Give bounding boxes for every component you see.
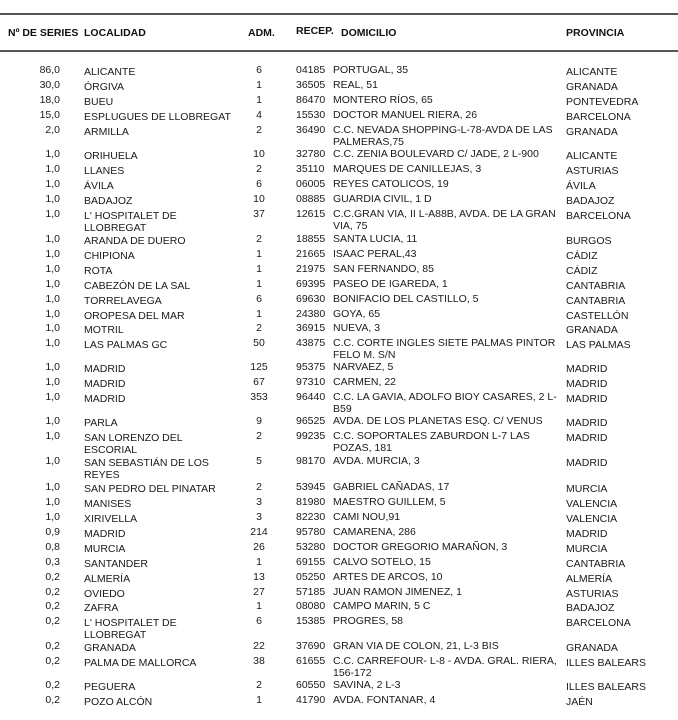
domicilio-cell: C.C. CARREFOUR- L-8 - AVDA. GRAL. RIERA, 156-172: [333, 655, 557, 679]
adm-cell: 2: [256, 163, 262, 175]
recep-cell: 37690: [296, 640, 326, 652]
series-cell: 0,8: [45, 541, 60, 553]
provincia-cell: VALENCIA: [566, 513, 618, 525]
provincia-cell: PONTEVEDRA: [566, 96, 639, 108]
localidad-cell: ÓRGIVA: [84, 81, 125, 93]
localidad-cell: CABEZÓN DE LA SAL: [84, 280, 191, 292]
localidad-cell: BUEU: [84, 96, 114, 108]
domicilio-cell: MONTERO RÍOS, 65: [333, 94, 433, 106]
adm-cell: 4: [256, 109, 262, 121]
adm-cell: 1: [256, 248, 262, 260]
provincia-cell: GRANADA: [566, 81, 618, 93]
recep-cell: 24380: [296, 308, 326, 320]
recep-cell: 18855: [296, 233, 326, 245]
domicilio-cell: NARVAEZ, 5: [333, 361, 394, 373]
recep-cell: 06005: [296, 178, 326, 190]
provincia-cell: MURCIA: [566, 483, 608, 495]
adm-cell: 1: [256, 94, 262, 106]
header-domicilio: DOMICILIO: [341, 27, 397, 39]
localidad-cell: ESPLUGUES DE LLOBREGAT: [84, 111, 231, 123]
localidad-cell: L' HOSPITALET DE LLOBREGAT: [84, 210, 177, 234]
header-series: Nº DE SERIES: [8, 27, 79, 39]
localidad-cell: CHIPIONA: [84, 250, 135, 262]
domicilio-cell: NUEVA, 3: [333, 322, 381, 334]
provincia-cell: ALICANTE: [566, 150, 618, 162]
provincia-cell: BARCELONA: [566, 210, 631, 222]
adm-cell: 1: [256, 600, 262, 612]
recep-cell: 04185: [296, 64, 326, 76]
adm-cell: 1: [256, 263, 262, 275]
series-cell: 1,0: [45, 511, 60, 523]
recep-cell: 69395: [296, 278, 326, 290]
localidad-cell: PEGUERA: [84, 681, 136, 693]
recep-cell: 05250: [296, 571, 326, 583]
domicilio-cell: REYES CATOLICOS, 19: [333, 178, 449, 190]
provincia-cell: GRANADA: [566, 324, 618, 336]
domicilio-cell: C.C. SOPORTALES ZABURDON L-7 LAS POZAS, 181: [333, 430, 530, 454]
localidad-cell: OROPESA DEL MAR: [84, 310, 185, 322]
domicilio-cell: PORTUGAL, 35: [333, 64, 409, 76]
provincia-cell: ILLES BALEARS: [566, 657, 646, 669]
localidad-cell: MANISES: [84, 498, 132, 510]
provincia-cell: CANTABRIA: [566, 558, 626, 570]
domicilio-cell: REAL, 51: [333, 79, 378, 91]
provincia-cell: JAÉN: [566, 696, 593, 708]
recep-cell: 81980: [296, 496, 326, 508]
provincia-cell: CÁDIZ: [566, 250, 598, 262]
localidad-cell: XIRIVELLA: [84, 513, 138, 525]
adm-cell: 1: [256, 694, 262, 706]
header-localidad: LOCALIDAD: [84, 27, 146, 39]
localidad-cell: L' HOSPITALET DE LLOBREGAT: [84, 617, 177, 641]
recep-cell: 08080: [296, 600, 326, 612]
domicilio-cell: DOCTOR GREGORIO MARAÑON, 3: [333, 541, 508, 553]
domicilio-cell: SAN FERNANDO, 85: [333, 263, 434, 275]
localidad-cell: PARLA: [84, 417, 118, 429]
provincia-cell: BADAJOZ: [566, 195, 615, 207]
recep-cell: 96440: [296, 391, 326, 403]
localidad-cell: POZO ALCÓN: [84, 696, 153, 708]
series-cell: 0,2: [45, 640, 60, 652]
adm-cell: 2: [256, 679, 262, 691]
provincia-cell: ALICANTE: [566, 66, 618, 78]
provincia-cell: BURGOS: [566, 235, 612, 247]
adm-cell: 6: [256, 64, 262, 76]
recep-cell: 69630: [296, 293, 326, 305]
provincia-cell: LAS PALMAS: [566, 339, 631, 351]
domicilio-cell: SAVINA, 2 L-3: [333, 679, 401, 691]
series-cell: 1,0: [45, 263, 60, 275]
adm-cell: 1: [256, 278, 262, 290]
recep-cell: 15385: [296, 615, 326, 627]
adm-cell: 38: [253, 655, 265, 667]
domicilio-cell: PASEO DE IGAREDA, 1: [333, 278, 448, 290]
localidad-cell: SAN SEBASTIÁN DE LOS REYES: [84, 457, 209, 481]
recep-cell: 36490: [296, 124, 326, 136]
series-cell: 1,0: [45, 361, 60, 373]
series-cell: 0,2: [45, 600, 60, 612]
provincia-cell: CÁDIZ: [566, 265, 598, 277]
adm-cell: 67: [253, 376, 265, 388]
domicilio-cell: C.C.GRAN VIA, II L-A88B, AVDA. DE LA GRAN VIA, 75: [333, 208, 556, 232]
adm-cell: 1: [256, 308, 262, 320]
recep-cell: 32780: [296, 148, 326, 160]
domicilio-cell: C.C. CORTE INGLES SIETE PALMAS PINTOR FELO M. S/N: [333, 337, 556, 361]
domicilio-cell: C.C. NEVADA SHOPPING-L-78-AVDA DE LAS PALMERAS,75: [333, 124, 553, 148]
series-cell: 1,0: [45, 415, 60, 427]
localidad-cell: GRANADA: [84, 642, 136, 654]
recep-cell: 86470: [296, 94, 326, 106]
provincia-cell: BARCELONA: [566, 617, 631, 629]
series-cell: 1,0: [45, 278, 60, 290]
domicilio-cell: AVDA. FONTANAR, 4: [333, 694, 436, 706]
header-recep: RECEP.: [296, 25, 334, 37]
series-cell: 2,0: [45, 124, 60, 136]
series-cell: 0,9: [45, 526, 60, 538]
recep-cell: 12615: [296, 208, 326, 220]
localidad-cell: ÁVILA: [84, 180, 114, 192]
localidad-cell: ARANDA DE DUERO: [84, 235, 186, 247]
recep-cell: 35110: [296, 163, 325, 175]
recep-cell: 82230: [296, 511, 326, 523]
recep-cell: 36505: [296, 79, 326, 91]
adm-cell: 2: [256, 322, 262, 334]
adm-cell: 2: [256, 481, 262, 493]
recep-cell: 41790: [296, 694, 326, 706]
localidad-cell: ROTA: [84, 265, 113, 277]
series-cell: 1,0: [45, 391, 60, 403]
adm-cell: 1: [256, 79, 262, 91]
adm-cell: 50: [253, 337, 265, 349]
recep-cell: 36915: [296, 322, 326, 334]
localidad-cell: LAS PALMAS GC: [84, 339, 168, 351]
localidad-cell: MADRID: [84, 393, 126, 405]
provincia-cell: ASTURIAS: [566, 165, 619, 177]
adm-cell: 27: [253, 586, 265, 598]
localidad-cell: ZAFRA: [84, 602, 119, 614]
localidad-cell: ARMILLA: [84, 126, 129, 138]
series-cell: 1,0: [45, 233, 60, 245]
recep-cell: 53945: [296, 481, 326, 493]
adm-cell: 10: [253, 193, 265, 205]
localidad-cell: SANTANDER: [84, 558, 148, 570]
domicilio-cell: CAMI NOU,91: [333, 511, 401, 523]
provincia-cell: CANTABRIA: [566, 295, 626, 307]
localidad-cell: ALMERÍA: [84, 573, 131, 585]
provincia-cell: MADRID: [566, 432, 608, 444]
domicilio-cell: MAESTRO GUILLEM, 5: [333, 496, 446, 508]
domicilio-cell: GUARDIA CIVIL, 1 D: [333, 193, 432, 205]
localidad-cell: LLANES: [84, 165, 125, 177]
provincia-cell: BADAJOZ: [566, 602, 615, 614]
series-cell: 0,2: [45, 655, 60, 667]
localidad-cell: ALICANTE: [84, 66, 136, 78]
domicilio-cell: SANTA LUCIA, 11: [333, 233, 418, 245]
recep-cell: 21975: [296, 263, 326, 275]
localidad-cell: MOTRIL: [84, 324, 124, 336]
domicilio-cell: BONIFACIO DEL CASTILLO, 5: [333, 293, 479, 305]
series-cell: 0,2: [45, 615, 60, 627]
series-cell: 1,0: [45, 148, 60, 160]
adm-cell: 37: [253, 208, 265, 220]
recep-cell: 99235: [296, 430, 326, 442]
series-cell: 1,0: [45, 376, 60, 388]
adm-cell: 1: [256, 556, 262, 568]
localidad-cell: ORIHUELA: [84, 150, 138, 162]
provincia-cell: CASTELLÓN: [566, 310, 629, 322]
recep-cell: 95780: [296, 526, 326, 538]
series-cell: 1,0: [45, 208, 60, 220]
recep-cell: 53280: [296, 541, 326, 553]
series-cell: 1,0: [45, 308, 60, 320]
domicilio-cell: AVDA. DE LOS PLANETAS ESQ. C/ VENUS: [333, 415, 543, 427]
adm-cell: 3: [256, 496, 262, 508]
localidad-cell: TORRELAVEGA: [84, 295, 162, 307]
adm-cell: 353: [250, 391, 268, 403]
domicilio-cell: ISAAC PERAL,43: [333, 248, 417, 260]
localidad-cell: MURCIA: [84, 543, 126, 555]
series-cell: 30,0: [39, 79, 60, 91]
provincia-cell: MADRID: [566, 393, 608, 405]
domicilio-cell: C.C. ZENIA BOULEVARD C/ JADE, 2 L-900: [333, 148, 539, 160]
domicilio-cell: CARMEN, 22: [333, 376, 397, 388]
localidad-cell: PALMA DE MALLORCA: [84, 657, 197, 669]
domicilio-cell: CAMARENA, 286: [333, 526, 416, 538]
provincia-cell: VALENCIA: [566, 498, 618, 510]
localidad-cell: SAN PEDRO DEL PINATAR: [84, 483, 216, 495]
localidad-cell: MADRID: [84, 363, 126, 375]
adm-cell: 125: [250, 361, 268, 373]
localidad-cell: BADAJOZ: [84, 195, 133, 207]
provincia-cell: ÁVILA: [566, 180, 596, 192]
domicilio-cell: PROGRES, 58: [333, 615, 404, 627]
header-adm: ADM.: [248, 27, 275, 39]
series-cell: 1,0: [45, 178, 60, 190]
domicilio-cell: GOYA, 65: [333, 308, 381, 320]
provincia-cell: ILLES BALEARS: [566, 681, 646, 693]
localidad-cell: SAN LORENZO DEL ESCORIAL: [84, 432, 183, 456]
provincia-cell: MADRID: [566, 457, 608, 469]
provincia-cell: MADRID: [566, 378, 608, 390]
domicilio-cell: JUAN RAMON JIMENEZ, 1: [333, 586, 462, 598]
domicilio-cell: CAMPO MARIN, 5 C: [333, 600, 431, 612]
series-cell: 1,0: [45, 481, 60, 493]
adm-cell: 13: [253, 571, 265, 583]
series-cell: 1,0: [45, 430, 60, 442]
provincia-cell: ALMERÍA: [566, 573, 613, 585]
provincia-cell: GRANADA: [566, 642, 618, 654]
recep-cell: 57185: [296, 586, 326, 598]
adm-cell: 6: [256, 178, 262, 190]
series-cell: 18,0: [39, 94, 60, 106]
adm-cell: 3: [256, 511, 262, 523]
series-cell: 1,0: [45, 496, 60, 508]
header-bottom-rule: [0, 50, 678, 52]
adm-cell: 214: [250, 526, 268, 538]
provincia-cell: MADRID: [566, 363, 608, 375]
series-cell: 0,2: [45, 586, 60, 598]
series-cell: 1,0: [45, 193, 60, 205]
localidad-cell: MADRID: [84, 528, 126, 540]
recep-cell: 15530: [296, 109, 326, 121]
recep-cell: 95375: [296, 361, 326, 373]
recep-cell: 98170: [296, 455, 326, 467]
provincia-cell: MADRID: [566, 417, 608, 429]
series-cell: 1,0: [45, 322, 60, 334]
provincia-cell: GRANADA: [566, 126, 618, 138]
recep-cell: 60550: [296, 679, 326, 691]
series-cell: 0,2: [45, 694, 60, 706]
adm-cell: 9: [256, 415, 262, 427]
domicilio-cell: MARQUES DE CANILLEJAS, 3: [333, 163, 482, 175]
domicilio-cell: C.C. LA GAVIA, ADOLFO BIOY CASARES, 2 L-B59: [333, 391, 557, 415]
adm-cell: 2: [256, 124, 262, 136]
recep-cell: 08885: [296, 193, 326, 205]
localidad-cell: MADRID: [84, 378, 126, 390]
provincia-cell: ASTURIAS: [566, 588, 619, 600]
provincia-cell: MURCIA: [566, 543, 608, 555]
adm-cell: 2: [256, 233, 262, 245]
adm-cell: 22: [253, 640, 265, 652]
header-provincia: PROVINCIA: [566, 27, 625, 39]
domicilio-cell: AVDA. MURCIA, 3: [333, 455, 420, 467]
recep-cell: 21665: [296, 248, 326, 260]
series-cell: 1,0: [45, 293, 60, 305]
series-cell: 0,2: [45, 679, 60, 691]
recep-cell: 69155: [296, 556, 326, 568]
series-cell: 86,0: [39, 64, 60, 76]
header-top-rule: [0, 13, 678, 15]
domicilio-cell: CALVO SOTELO, 15: [333, 556, 431, 568]
adm-cell: 10: [253, 148, 265, 160]
domicilio-cell: GABRIEL CAÑADAS, 17: [333, 481, 450, 493]
series-cell: 1,0: [45, 163, 60, 175]
recep-cell: 43875: [296, 337, 326, 349]
adm-cell: 6: [256, 293, 262, 305]
series-cell: 0,2: [45, 571, 60, 583]
series-cell: 0,3: [45, 556, 60, 568]
adm-cell: 26: [253, 541, 265, 553]
domicilio-cell: DOCTOR MANUEL RIERA, 26: [333, 109, 478, 121]
localidad-cell: OVIEDO: [84, 588, 125, 600]
series-cell: 1,0: [45, 248, 60, 260]
recep-cell: 96525: [296, 415, 326, 427]
domicilio-cell: ARTES DE ARCOS, 10: [333, 571, 443, 583]
adm-cell: 6: [256, 615, 262, 627]
provincia-cell: MADRID: [566, 528, 608, 540]
recep-cell: 61655: [296, 655, 326, 667]
provincia-cell: BARCELONA: [566, 111, 631, 123]
domicilio-cell: GRAN VIA DE COLON, 21, L-3 BIS: [333, 640, 499, 652]
series-cell: 1,0: [45, 337, 60, 349]
adm-cell: 5: [256, 455, 262, 467]
adm-cell: 2: [256, 430, 262, 442]
series-cell: 15,0: [39, 109, 60, 121]
series-cell: 1,0: [45, 455, 60, 467]
recep-cell: 97310: [296, 376, 326, 388]
provincia-cell: CANTABRIA: [566, 280, 626, 292]
